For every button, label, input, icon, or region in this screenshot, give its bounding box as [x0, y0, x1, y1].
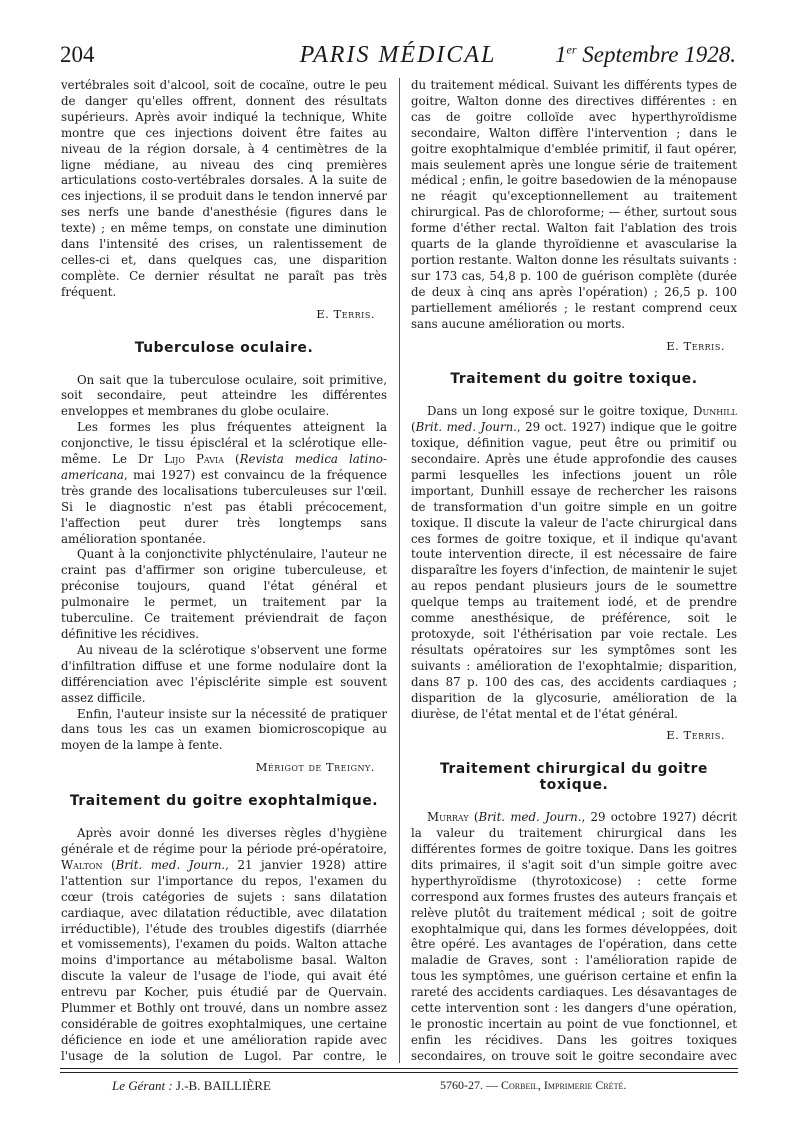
footer-printer: 5760-27. — Corbeil, Imprimerie Crété. [440, 1078, 627, 1092]
article1-signature: Mérigot de Treigny. [255, 760, 375, 775]
article1-paragraph: Au niveau de la sclérotique s'observent une forme d'infiltration diffuse et une forme nodulaire dont la différenciation avec l'épisclérite simple est souvent assez difficile. [61, 642, 387, 705]
journal-title: PARIS MÉDICAL [299, 42, 497, 68]
page-number: 204 [60, 42, 95, 67]
left-column [61, 78, 387, 1064]
continuation-signature: E. Terris. [666, 338, 725, 353]
continuation-paragraph: du traitement médical. Suivant les différents types de goitre, Walton donne des directives différentes : en cas de goitre colloïde avec hyperthyroïdisme secondaire, Walton diffère l'intervention ; dans le goitre exophtalmique d'emblée primitif, il faut opérer, mais seulement après une longue série de traitement médical ; enfin, le goitre basedowien de la ménopause ne réagit qu'exceptionnellement au traitement chirurgical. Pas de chloroforme; — éther, surtout sous forme d'éther rectal. Walton fait l'ablation des trois quarts de la glande thyroïdienne et avascularise la portion restante. Walton donne les résultats suivants : sur 173 cas, 54,8 p. 100 de guérison complète (durée de deux à cinq ans après l'opération) ; 26,5 p. 100 partiellement améliorés ; le restant comprend ceux sans aucune amélioration ou morts. [411, 78, 737, 331]
article-title-goitre-toxique: Traitement du goitre toxique. [450, 371, 698, 388]
issue-date: 1er Septembre 1928. [555, 42, 736, 67]
article3-signature: E. Terris. [666, 728, 725, 743]
footer-gerant: Le Gérant : J.-B. BAILLIÈRE [112, 1078, 271, 1093]
right-column [411, 78, 737, 1064]
footer-rule [60, 1068, 738, 1069]
article3-paragraph: Dans un long exposé sur le goitre toxique, Dunhill (Brit. med. Journ., 29 oct. 1927) indique que le goitre toxique, définition vague, peut être ou primitif ou secondaire. Après une étude approfondie des causes parmi lesquelles les infections jouent un rôle important, Dunhill essaye de rechercher les raisons de transformation d'un goitre simple en un goitre toxique. Il discute la valeur de l'acte chirurgical dans ces formes de goitre toxique, et il indique qu'avant toute intervention directe, il est nécessaire de faire disparaître les foyers d'infection, de maintenir le sujet au repos pendant plusieurs jours de le soumettre quelque temps au traitement iodé, et de prendre comme anesthésique, de préférence, soit le protoxyde, soit l'éthérisation par voie rectale. Les résultats opératoires sur les symptômes sont les suivants : amélioration de l'exophtalmie; disparition, dans 87 p. 100 des cas, des accidents cardiaques ; disparition de la glycosurie, amélioration de la diurèse, de l'état mental et de l'état général. [411, 404, 737, 721]
article4-paragraph: Murray (Brit. med. Journ., 29 octobre 1927) décrit la valeur du traitement chirurgical dans les différentes formes de goitre toxique. Dans les goitres dits primaires, il s'agit soit d'un simple goitre avec hyperthyroïdisme (thyrotoxicose) : cette forme correspond aux formes frustes des auteurs français et relève plutôt du traitement médical ; soit de goitre exophtalmique qui, dans les formes développées, doit être opéré. Les avantages de l'opération, dans cette maladie de Graves, sont : l'amélioration rapide de tous les symptômes, une guérison certaine et enfin la rareté des accidents cardiaques. Les désavantages de cette intervention sont : les dangers d'une opération, le pronostic incertain au point de vue fonctionnel, et enfin les récidives. Dans les goitres toxiques secondaires, on trouve soit le goitre secondaire avec [411, 810, 737, 1063]
article-title-traitement-chirurgical: Traitement chirurgical du goitre toxique. [440, 761, 708, 794]
page-header [60, 42, 736, 72]
article1-paragraph: On sait que la tuberculose oculaire, soit primitive, soit secondaire, peut atteindre les différentes enveloppes et membranes du globe oculaire. [61, 372, 387, 419]
article1-paragraph: Enfin, l'auteur insiste sur la nécessité de pratiquer dans tous les cas un examen biomicroscopique au moyen de la lampe à fente. [61, 706, 387, 753]
article1-paragraph: Quant à la conjonctivite phlycténulaire, l'auteur ne craint pas d'affirmer son origine tuberculeuse, et préconise toujours, quand l'état général et pulmonaire le permet, un traitement par la tuberculine. Ce traitement préviendrait de façon définitive les récidives. [61, 547, 387, 641]
footer-rule [60, 1072, 738, 1073]
article-title-goitre-exophtalmique: Traitement du goitre exophtalmique. [69, 793, 379, 810]
article2-paragraph: Après avoir donné les diverses règles d'hygiène générale et de régime pour la période pré-opératoire, Walton (Brit. med. Journ., 21 janvier 1928) attire l'attention sur l'importance du repos, l'examen du cœur (trois catégories de sujets : sans dilatation cardiaque, avec dilatation réductible, avec dilatation irréductible), l'étude des troubles digestifs (diarrhée et vomissements), l'examen du poids. Walton attache moins d'importance au métabolisme basal. Walton discute la valeur de l'usage de l'iode, qui avait été entrevu par Kocher, puis étudié par de Quervain. Plummer et Bothly ont trouvé, dans un nombre assez considérable de goitres exophtalmiques, une certaine déficience en iode et une amélioration rapide avec l'usage de la solution de Lugol. Par contre, le [61, 826, 387, 1063]
article-title-tuberculose: Tuberculose oculaire. [134, 339, 314, 356]
intro-paragraph: vertébrales soit d'alcool, soit de cocaïne, outre le peu de danger qu'elles offrent, donnent des résultats supérieurs. Après avoir indiqué la technique, White montre que ces injections doivent être faites au niveau de la région dorsale, à 4 centimètres de la ligne médiane, au niveau des cinq premières articulations costo-vertébrales dorsales. A la suite de ces injections, il se produit dans le tendon innervé par ses nerfs une bande d'anesthésie (figures dans le texte) ; en même temps, on constate une diminution dans l'intensité des crises, un ralentissement de celles-ci et, dans quelques cas, une disparition complète. Ce dernier résultat ne paraît pas très fréquent. [61, 78, 387, 299]
column-divider [399, 78, 400, 1063]
article1-paragraph: Les formes les plus fréquentes atteignent la conjonctive, le tissu épiscléral et la sclérotique elle-même. Le Dr Lijo Pavia (Revista medica latino-americana, mai 1927) est convaincu de la fréquence très grande des localisations tuberculeuses sur l'œil. Si le diagnostic n'est pas établi précocement, l'affection peut durer très longtemps sans amélioration spontanée. [61, 420, 387, 546]
intro-signature: E. Terris. [316, 306, 375, 321]
